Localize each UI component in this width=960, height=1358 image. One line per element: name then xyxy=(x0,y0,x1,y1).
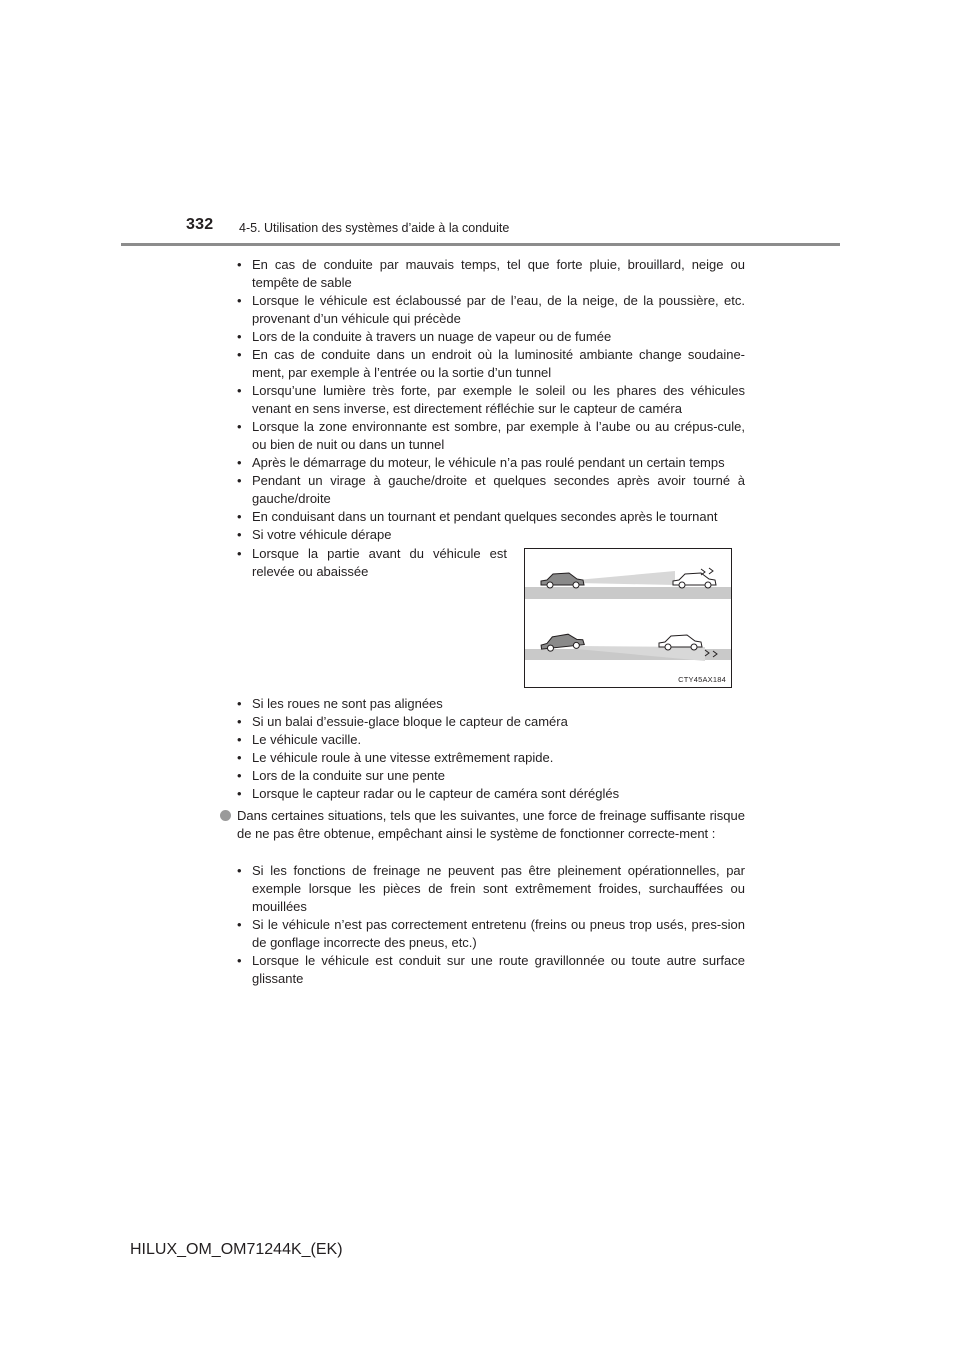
section-title: 4-5. Utilisation des systèmes d’aide à la conduite xyxy=(239,221,510,235)
list-item-text: Lorsque le véhicule est éclaboussé par de l’eau, de la neige, de la poussière, etc. provenant d’un véhicule qui précède xyxy=(252,293,745,326)
list-item-text: En conduisant dans un tournant et pendant quelques secondes après le tournant xyxy=(252,509,718,524)
braking-force-note-text: Dans certaines situations, tels que les suivantes, une force de freinage suffisante risque de ne pas être obtenue, empêchant ainsi le système de fonctionner correcte-ment : xyxy=(237,808,745,841)
bullet-marker: • xyxy=(237,419,242,434)
list-item xyxy=(237,731,745,749)
bullet-marker: • xyxy=(237,347,242,362)
braking-force-note xyxy=(220,807,745,843)
list-item-text: Lors de la conduite à travers un nuage de vapeur ou de fumée xyxy=(252,329,612,344)
list-item-text: Lors de la conduite sur une pente xyxy=(252,768,445,783)
list-item xyxy=(237,785,745,803)
bullet-marker: • xyxy=(237,527,242,542)
list-item xyxy=(237,256,745,292)
list-item xyxy=(237,695,745,713)
list-item xyxy=(237,508,745,526)
list-item-text: Si les roues ne sont pas alignées xyxy=(252,696,443,711)
list-item-text: Après le démarrage du moteur, le véhicule n’a pas roulé pendant un certain temps xyxy=(252,455,725,470)
list-item xyxy=(237,328,745,346)
bullet-list-braking xyxy=(237,862,745,988)
list-item xyxy=(237,767,745,785)
vehicle-pitch-illustration xyxy=(524,548,732,688)
list-item-text: Lorsque la zone environnante est sombre, par exemple à l’aube ou au crépus-cule, ou bien de nuit ou dans un tunnel xyxy=(252,419,745,452)
circle-bullet-icon xyxy=(220,810,231,821)
list-item-text: Si un balai d’essuie-glace bloque le capteur de caméra xyxy=(252,714,568,729)
bullet-list-figure-side xyxy=(237,545,507,581)
bullet-marker: • xyxy=(237,546,242,561)
document-id: HILUX_OM_OM71244K_(EK) xyxy=(130,1241,343,1258)
list-item xyxy=(237,418,745,454)
bullet-list-conditions xyxy=(237,256,745,544)
bullet-marker: • xyxy=(237,455,242,470)
road-top xyxy=(525,587,731,599)
list-item-text: Lorsque le véhicule est conduit sur une route gravillonnée ou toute autre surface glissante xyxy=(252,953,745,986)
bullet-marker: • xyxy=(237,696,242,711)
bullet-marker: • xyxy=(237,953,242,968)
bullet-marker: • xyxy=(237,257,242,272)
list-item-text: En cas de conduite par mauvais temps, tel que forte pluie, brouillard, neige ou tempête de sable xyxy=(252,257,745,290)
bullet-marker: • xyxy=(237,863,242,878)
own-vehicle-top xyxy=(541,573,584,588)
bullet-marker: • xyxy=(237,383,242,398)
illustration-drawing xyxy=(525,549,731,687)
header-rule xyxy=(121,243,840,246)
list-item xyxy=(237,749,745,767)
bullet-marker: • xyxy=(237,293,242,308)
list-item-text: Si le véhicule n’est pas correctement entretenu (freins ou pneus trop usés, pres-sion de gonflage incorrecte des pneus, etc.) xyxy=(252,917,745,950)
list-item-text: Si votre véhicule dérape xyxy=(252,527,392,542)
list-item xyxy=(237,545,507,581)
preceding-vehicle-top xyxy=(673,573,716,588)
list-item xyxy=(237,292,745,328)
bullet-marker: • xyxy=(237,786,242,801)
list-item xyxy=(237,454,745,472)
page-number: 332 xyxy=(186,216,214,233)
bullet-list-conditions-continued xyxy=(237,695,745,803)
list-item xyxy=(237,346,745,382)
list-item xyxy=(237,916,745,952)
list-item-text: Le véhicule roule à une vitesse extrêmement rapide. xyxy=(252,750,554,765)
bullet-marker: • xyxy=(237,329,242,344)
bullet-marker: • xyxy=(237,768,242,783)
list-item xyxy=(237,526,745,544)
list-item xyxy=(237,713,745,731)
list-item xyxy=(237,952,745,988)
bullet-marker: • xyxy=(237,732,242,747)
bullet-marker: • xyxy=(237,473,242,488)
list-item-text: Pendant un virage à gauche/droite et quelques secondes après avoir tourné à gauche/droite xyxy=(252,473,745,506)
bullet-marker: • xyxy=(237,509,242,524)
beam-arrows-top xyxy=(701,568,713,575)
list-item xyxy=(237,382,745,418)
list-item-text: En cas de conduite dans un endroit où la luminosité ambiante change soudaine-ment, par exemple à l’entrée ou la sortie d’un tunnel xyxy=(252,347,745,380)
list-item xyxy=(237,472,745,508)
figure-code: CTY45AX184 xyxy=(678,675,726,684)
list-item-text: Lorsque le capteur radar ou le capteur de caméra sont déréglés xyxy=(252,786,620,801)
sensor-beam-top xyxy=(577,571,675,585)
bullet-marker: • xyxy=(237,714,242,729)
list-item-text: Lorsqu’une lumière très forte, par exemple le soleil ou les phares des véhicules venant en sens inverse, est directement réfléchie sur le capteur de caméra xyxy=(252,383,745,416)
list-item-text: Lorsque la partie avant du véhicule est relevée ou abaissée xyxy=(252,546,507,579)
list-item xyxy=(237,862,745,916)
bullet-marker: • xyxy=(237,750,242,765)
list-item-text: Si les fonctions de freinage ne peuvent pas être pleinement opérationnelles, par exemple lorsque les pièces de frein sont extrêmement froides, surchauffées ou mouillées xyxy=(252,863,745,914)
bullet-marker: • xyxy=(237,917,242,932)
list-item-text: Le véhicule vacille. xyxy=(252,732,362,747)
